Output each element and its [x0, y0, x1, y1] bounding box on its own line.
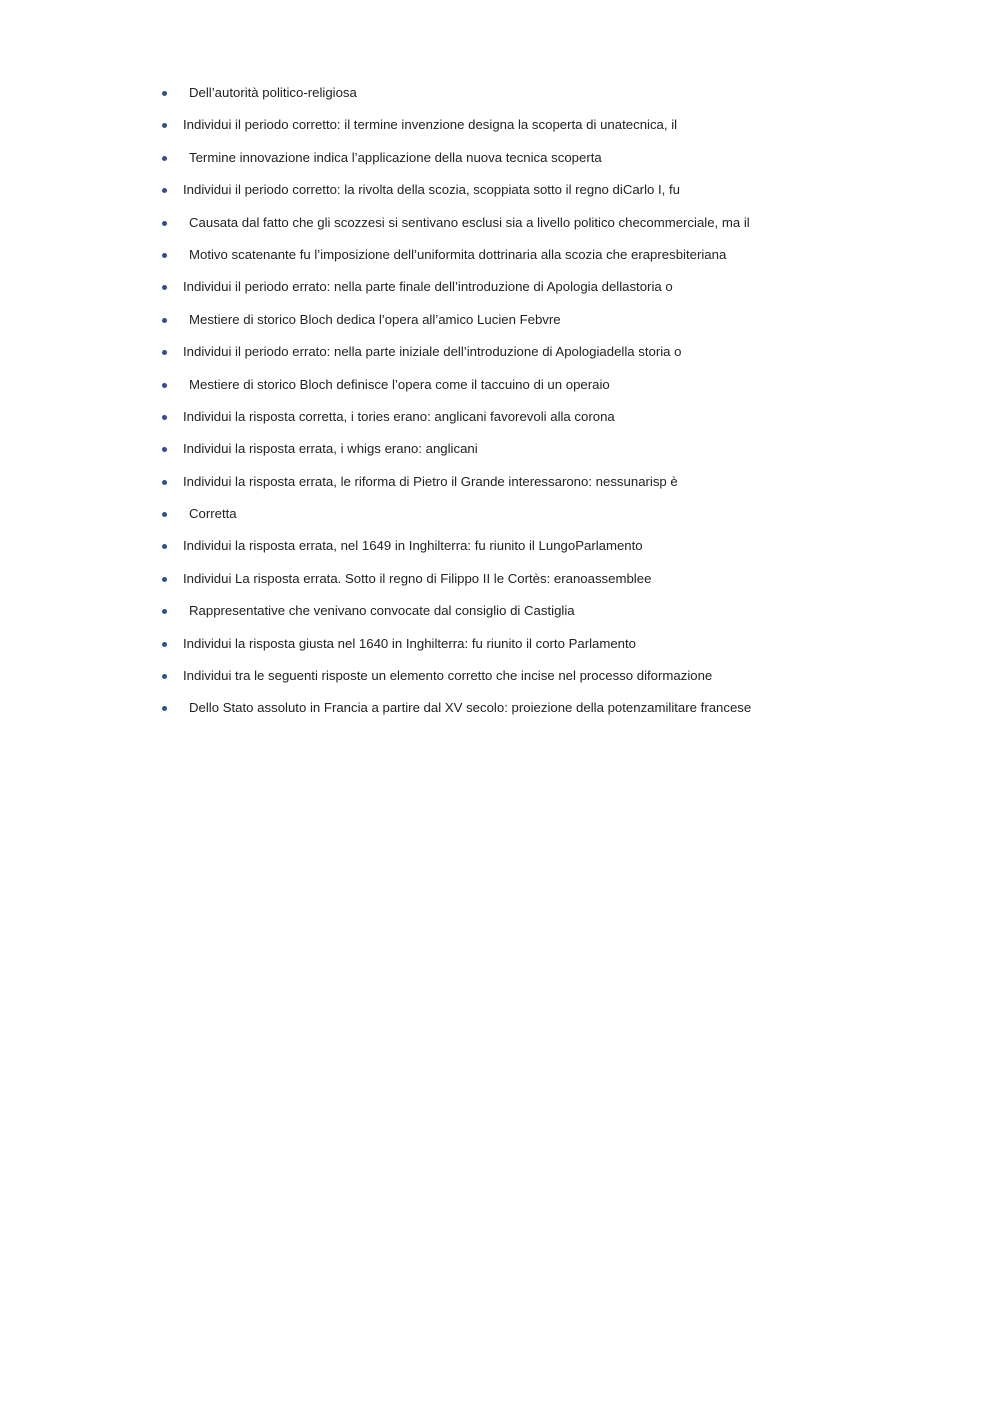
list-item [158, 376, 918, 408]
bullet-dot-icon [162, 91, 167, 96]
list-item [158, 635, 918, 667]
list-item-text: Dell’autorità politico-religiosa [189, 85, 357, 100]
bullet-list [158, 84, 918, 732]
bullet-dot-icon [162, 706, 167, 711]
bullet-dot-icon [162, 512, 167, 517]
list-item [158, 473, 918, 505]
bullet-dot-icon [162, 188, 167, 193]
list-item [158, 246, 918, 278]
list-item [158, 149, 918, 181]
list-item [158, 214, 918, 246]
bullet-dot-icon [162, 447, 167, 452]
list-item [158, 667, 918, 699]
bullet-dot-icon [162, 350, 167, 355]
bullet-dot-icon [162, 577, 167, 582]
list-item [158, 408, 918, 440]
bullet-dot-icon [162, 383, 167, 388]
list-item [158, 343, 918, 375]
bullet-dot-icon [162, 156, 167, 161]
bullet-dot-icon [162, 674, 167, 679]
bullet-dot-icon [162, 318, 167, 323]
list-item [158, 699, 918, 731]
list-item-text: Mestiere di storico Bloch definisce l’opera come il taccuino di un operaio [189, 376, 610, 392]
list-item-text: Individui il periodo corretto: la rivolta della scozia, scoppiata sotto il regno diCarlo I, fu [183, 182, 680, 198]
bullet-dot-icon [162, 415, 167, 420]
list-item [158, 278, 918, 310]
list-item-text: Individui La risposta errata. Sotto il regno di Filippo II le Cortès: eranoassemblee [183, 570, 652, 586]
list-item-text: Individui la risposta errata, i whigs erano: anglicani [183, 441, 478, 457]
list-item-text: Rappresentative che venivano convocate dal consiglio di Castiglia [189, 603, 575, 619]
list-item-text: Individui il periodo corretto: il termine invenzione designa la scoperta di unatecnica, il [183, 117, 678, 133]
bullet-dot-icon [162, 480, 167, 485]
list-item-text: Individui il periodo errato: nella parte iniziale dell’introduzione di Apologiadella storia o [183, 344, 682, 360]
bullet-dot-icon [162, 123, 167, 128]
list-item-text: Mestiere di storico Bloch dedica l’opera all’amico Lucien Febvre [189, 311, 561, 327]
bullet-dot-icon [162, 221, 167, 226]
bullet-dot-icon [162, 285, 167, 290]
bullet-dot-icon [162, 544, 167, 549]
list-item-text: Individui la risposta errata, nel 1649 in Inghilterra: fu riunito il LungoParlamento [183, 538, 643, 554]
list-item [158, 181, 918, 213]
list-item [158, 602, 918, 634]
list-item [158, 116, 918, 148]
list-item [158, 505, 918, 537]
list-item-text: Dello Stato assoluto in Francia a partire dal XV secolo: proiezione della potenzamilitare francese [189, 700, 752, 716]
list-item-text: Individui la risposta giusta nel 1640 in Inghilterra: fu riunito il corto Parlamento [183, 635, 637, 651]
list-item-text: Individui tra le seguenti risposte un elemento corretto che incise nel processo diformazione [183, 668, 713, 684]
bullet-dot-icon [162, 642, 167, 647]
list-item-text: Motivo scatenante fu l’imposizione dell’uniformita dottrinaria alla scozia che erapresbiteriana [189, 246, 727, 262]
list-item-text: Individui il periodo errato: nella parte finale dell’introduzione di Apologia dellastoria o [183, 279, 673, 295]
list-item [158, 311, 918, 343]
bullet-dot-icon [162, 609, 167, 614]
list-item-text: Termine innovazione indica l’applicazione della nuova tecnica scoperta [189, 149, 602, 165]
list-item [158, 570, 918, 602]
list-item-text: Individui la risposta corretta, i tories erano: anglicani favorevoli alla corona [183, 408, 615, 424]
list-item-text: Individui la risposta errata, le riforma di Pietro il Grande interessarono: nessunarisp è [183, 473, 678, 489]
list-item-text: Causata dal fatto che gli scozzesi si sentivano esclusi sia a livello politico checommerciale, ma il [189, 214, 750, 230]
list-item [158, 440, 918, 472]
list-item [158, 537, 918, 569]
list-item-text: Corretta [189, 506, 237, 522]
list-item [158, 84, 918, 116]
bullet-dot-icon [162, 253, 167, 258]
